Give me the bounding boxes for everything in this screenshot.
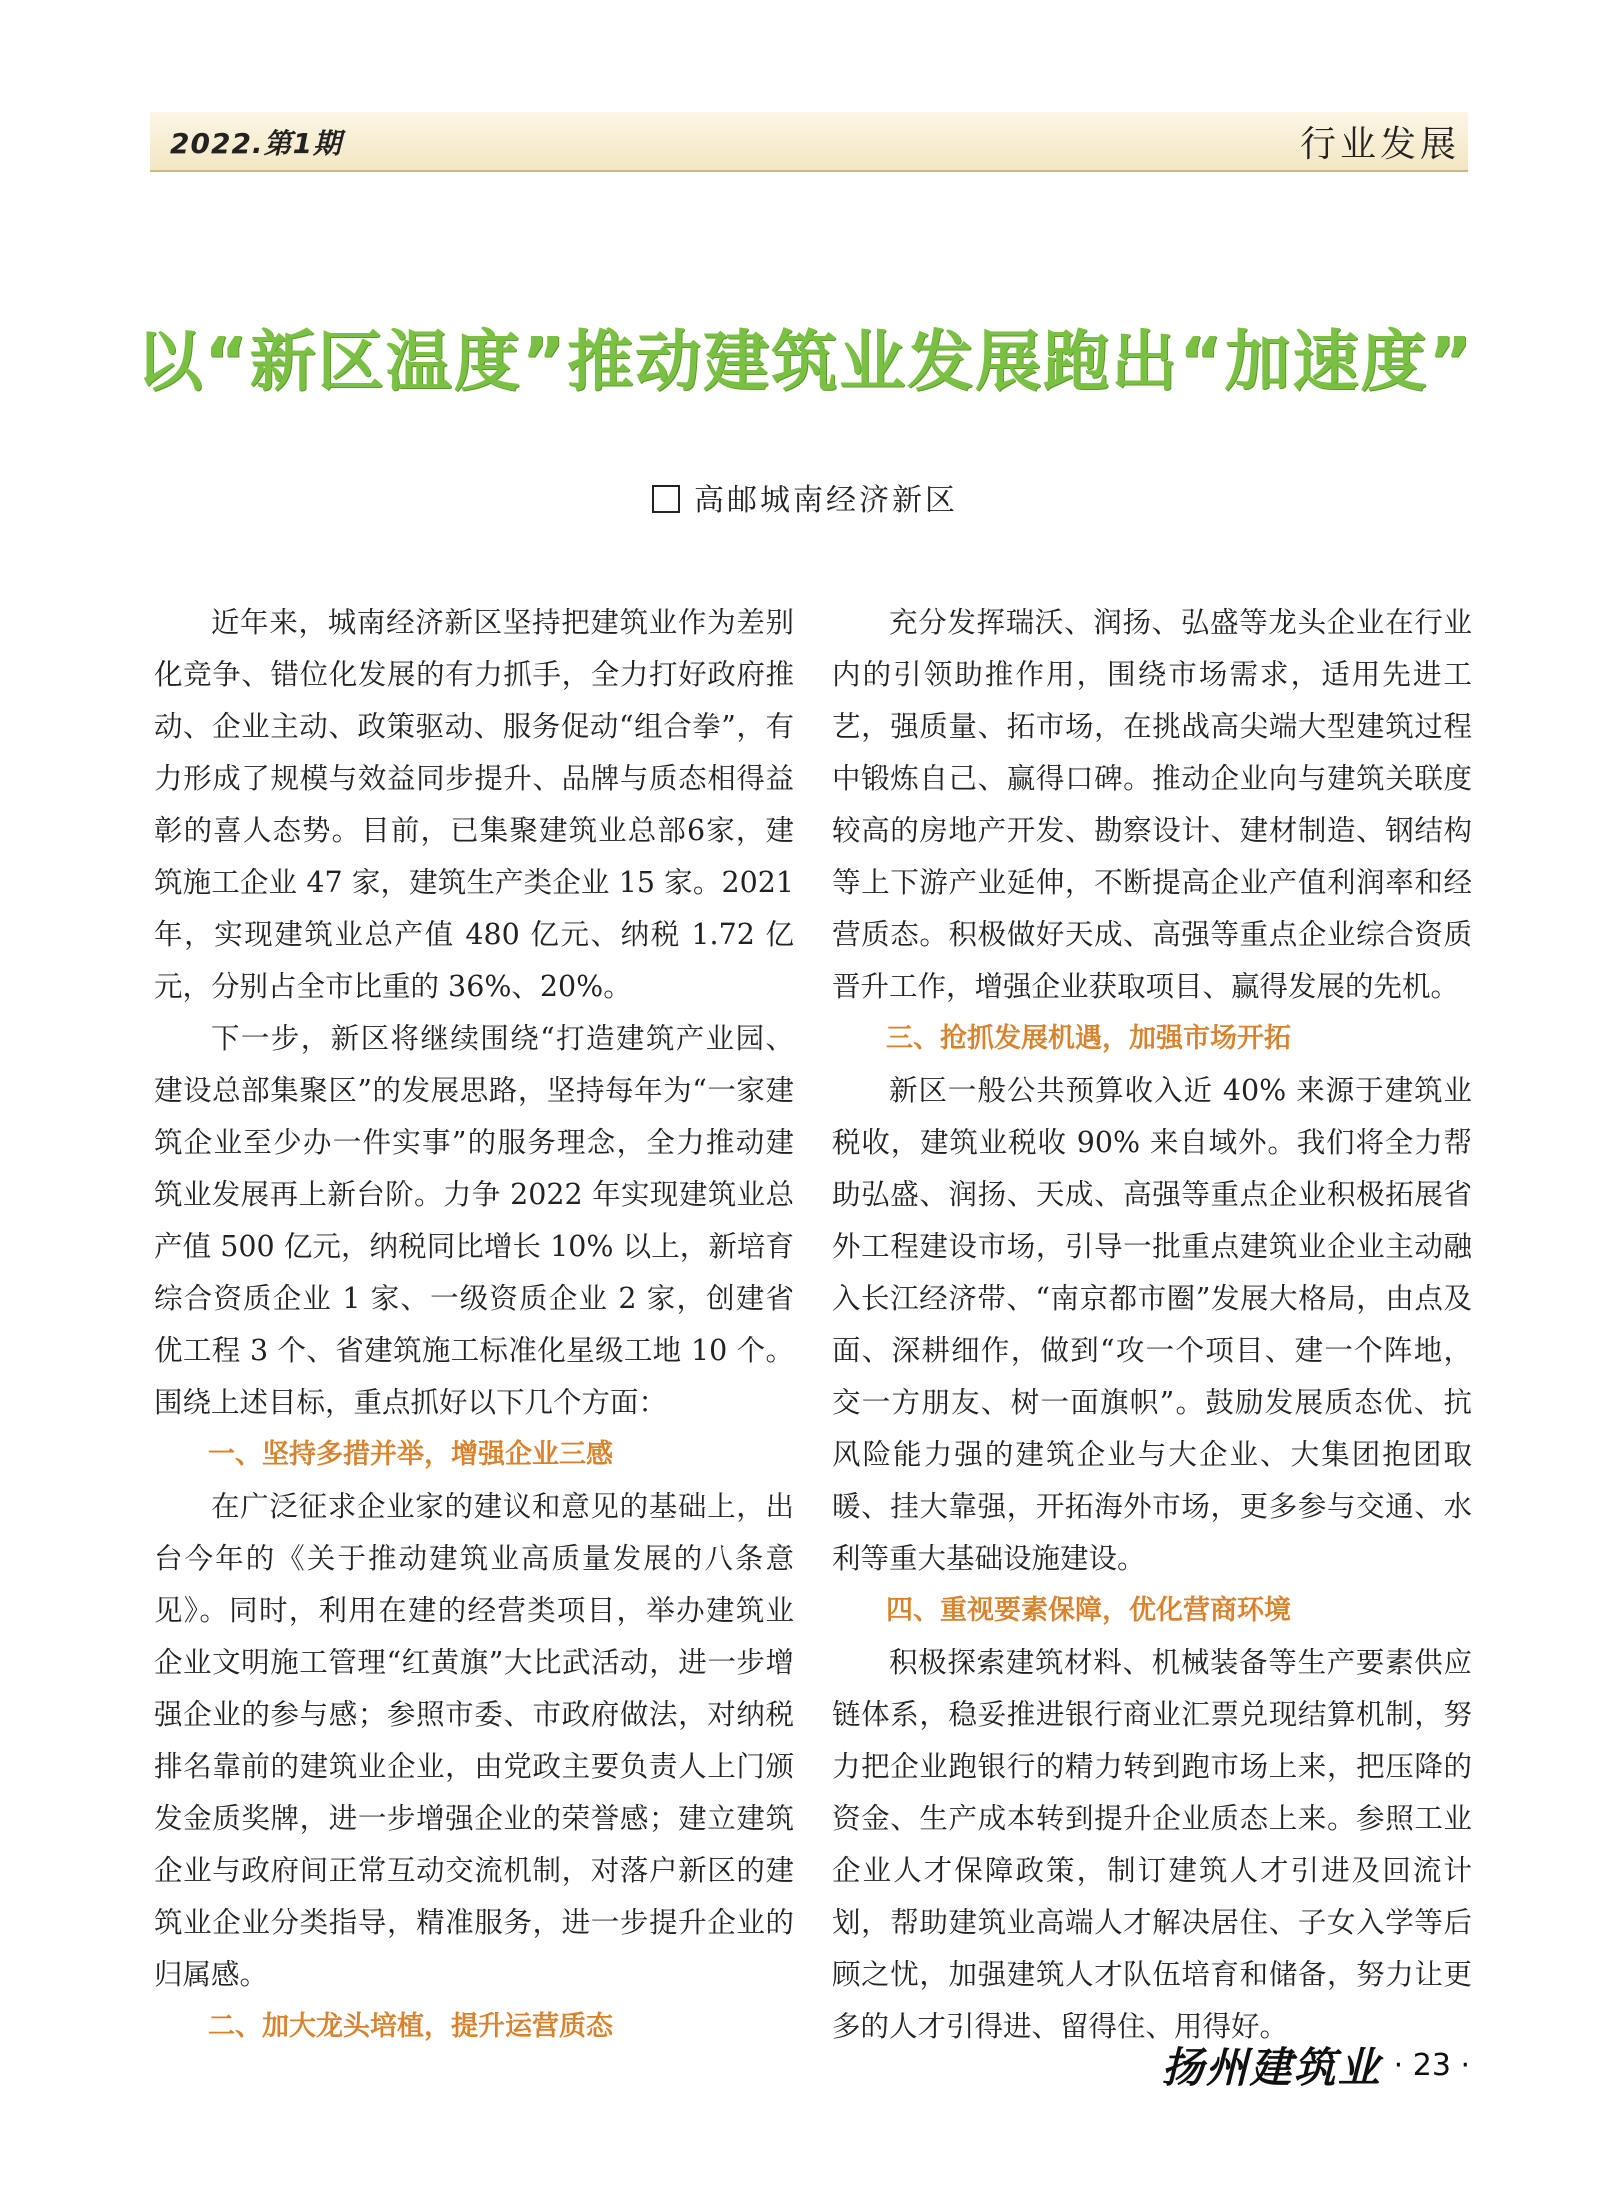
issue-label: 2022.第1期: [170, 127, 343, 160]
article-title: 以“新区温度”推动建筑业发展跑出“加速度”: [136, 323, 1474, 400]
paragraph: 在广泛征求企业家的建议和意见的基础上，出台今年的《关于推动建筑业高质量发展的八条意见》。同时，利用在建的经营类项目，举办建筑业企业文明施工管理“红黄旗”大比武活动，进一步增强企业的参与感；参照市委、市政府做法，对纳税排名靠前的建筑业企业，由党政主要负责人上门颁发金质奖牌，进一步增强企业的荣誉感；建立建筑企业与政府间正常互动交流机制，对落户新区的建筑业企业分类指导，精准服务，进一步提升企业的归属感。: [154, 1490, 794, 1991]
section-heading: 四、重视要素保障，优化营商环境: [886, 1595, 1291, 1626]
section-heading: 一、坚持多措并举，增强企业三感: [208, 1439, 613, 1470]
section-heading: 三、抢抓发展机遇，加强市场开拓: [886, 1023, 1291, 1054]
section-label: 行业发展: [1299, 124, 1460, 165]
square-icon: [652, 485, 680, 513]
paragraph: 新区一般公共预算收入近 40% 来源于建筑业税收，建筑业税收 90% 来自域外。我们将全力帮助弘盛、润扬、天成、高强等重点企业积极拓展省外工程建设市场，引导一批重点建筑业企业主动融入长江经济带、“南京都市圈”发展大格局，由点及面、深耕细作，做到“攻一个项目、建一个阵地，交一方朋友、树一面旗帜”。鼓励发展质态优、抗风险能力强的建筑企业与大企业、大集团抱团取暖、挂大靠强，开拓海外市场，更多参与交通、水利等重大基础设施建设。: [832, 1074, 1472, 1575]
page-number: · 23 ·: [1393, 2047, 1470, 2083]
paragraph: 积极探索建筑材料、机械装备等生产要素供应链体系，稳妥推进银行商业汇票兑现结算机制，努力把企业跑银行的精力转到跑市场上来，把压降的资金、生产成本转到提升企业质态上来。参照工业企业人才保障政策，制订建筑人才引进及回流计划，帮助建筑业高端人才解决居住、子女入学等后顾之忧，加强建筑人才队伍培育和储备，努力让更多的人才引得进、留得住、用得好。: [832, 1646, 1472, 2043]
section-heading: 二、加大龙头培植，提升运营质态: [208, 2011, 613, 2042]
paragraph: 下一步，新区将继续围绕“打造建筑产业园、建设总部集聚区”的发展思路，坚持每年为“一家建筑企业至少办一件实事”的服务理念，全力推动建筑业发展再上新台阶。力争 2022 年实现建筑业总产值 500 亿元，纳税同比增长 10% 以上，新培育综合资质企业 1 家、一级资质企业 2 家，创建省优工程 3 个、省建筑施工标准化星级工地 10 个。围绕上述目标，重点抓好以下几个方面：: [154, 1022, 794, 1419]
author-line: [0, 475, 1610, 519]
magazine-logo: 扬州建筑业: [1161, 2043, 1382, 2092]
header-bar: [150, 112, 1468, 172]
right-column: [832, 597, 1472, 2053]
paragraph: 近年来，城南经济新区坚持把建筑业作为差别化竞争、错位化发展的有力抓手，全力打好政府推动、企业主动、政策驱动、服务促动“组合拳”，有力形成了规模与效益同步提升、品牌与质态相得益彰的喜人态势。目前，已集聚建筑业总部6家，建筑施工企业 47 家，建筑生产类企业 15 家。2021年，实现建筑业总产值 480 亿元、纳税 1.72 亿元，分别占全市比重的 36%、20%。: [154, 606, 794, 1003]
paragraph: 充分发挥瑞沃、润扬、弘盛等龙头企业在行业内的引领助推作用，围绕市场需求，适用先进工艺，强质量、拓市场，在挑战高尖端大型建筑过程中锻炼自己、赢得口碑。推动企业向与建筑关联度较高的房地产开发、勘察设计、建材制造、钢结构等上下游产业延伸，不断提高企业产值利润率和经营质态。积极做好天成、高强等重点企业综合资质晋升工作，增强企业获取项目、赢得发展的先机。: [832, 606, 1472, 1003]
footer: [1162, 2035, 1470, 2095]
left-column: [154, 597, 794, 2053]
author-name: 高邮城南经济新区: [694, 483, 958, 518]
